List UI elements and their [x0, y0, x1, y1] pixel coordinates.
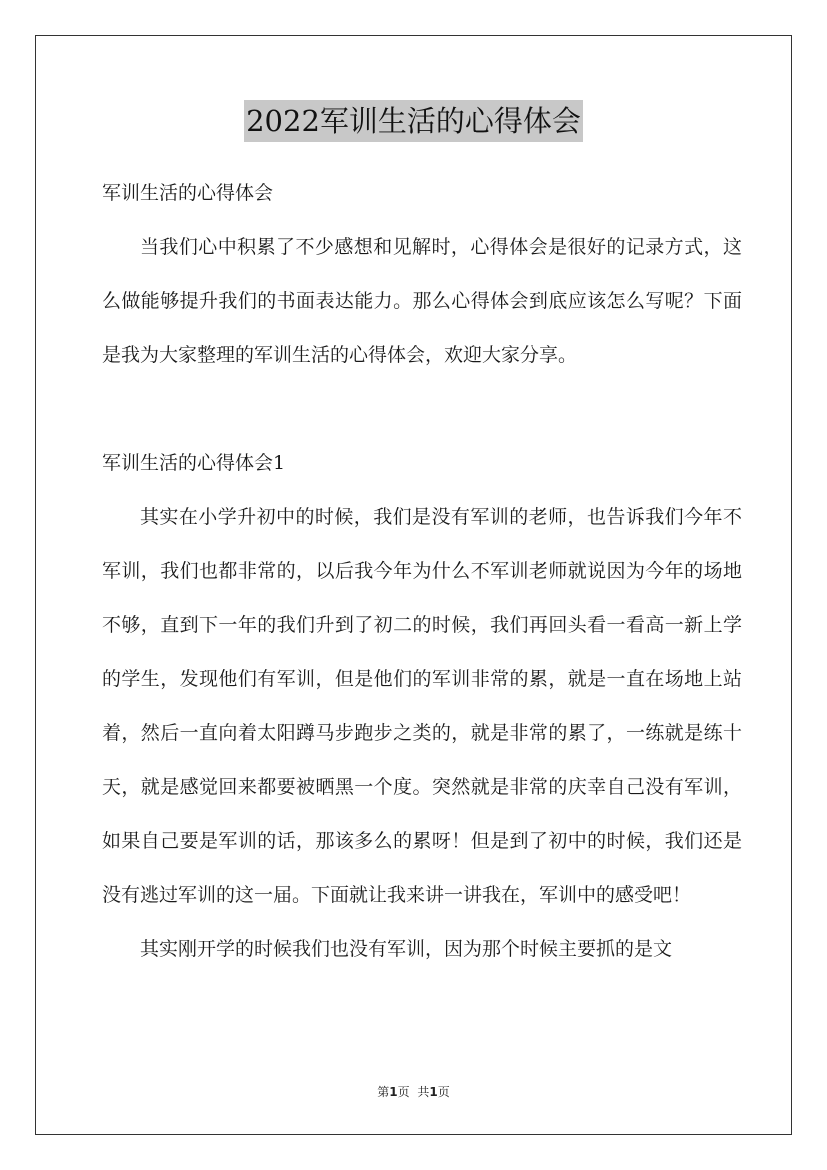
document-title: 2022军训生活的心得体会: [244, 100, 583, 142]
intro-paragraph: 当我们心中积累了不少感想和见解时，心得体会是很好的记录方式，这么做能够提升我们的书面表达能力。那么心得体会到底应该怎么写呢？下面是我为大家整理的军训生活的心得体会，欢迎大家分享。: [102, 236, 742, 366]
document-body: [102, 166, 742, 976]
title-container: [0, 100, 827, 142]
footer-page-number: 1: [389, 1085, 398, 1099]
footer-page-prefix: 第: [377, 1085, 390, 1099]
section-spacer: [102, 382, 742, 436]
footer-total-suffix: 页: [437, 1085, 450, 1099]
intro-heading: 军训生活的心得体会: [102, 182, 274, 204]
footer-page-suffix: 页: [397, 1085, 410, 1099]
page-footer: [0, 1083, 827, 1100]
footer-total-prefix: 共: [417, 1085, 430, 1099]
footer-total-number: 1: [429, 1085, 438, 1099]
section1-heading: 军训生活的心得体会1: [102, 452, 286, 474]
section1-paragraph-1: 其实在小学升初中的时候，我们是没有军训的老师，也告诉我们今年不军训，我们也都非常的，以后我今年为什么不军训老师就说因为今年的场地不够，直到下一年的我们升到了初二的时候，我们再回头看一看高一新上学的学生，发现他们有军训，但是他们的军训非常的累，就是一直在场地上站着，然后一直向着太阳蹲马步跑步之类的，就是非常的累了，一练就是练十天，就是感觉回来都要被晒黑一个度。突然就是非常的庆幸自己没有军训，如果自己要是军训的话，那该多么的累呀！但是到了初中的时候，我们还是没有逃过军训的这一届。下面就让我来讲一讲我在，军训中的感受吧！: [102, 506, 742, 906]
section1-paragraph-2: 其实刚开学的时候我们也没有军训，因为那个时候主要抓的是文: [140, 938, 673, 960]
